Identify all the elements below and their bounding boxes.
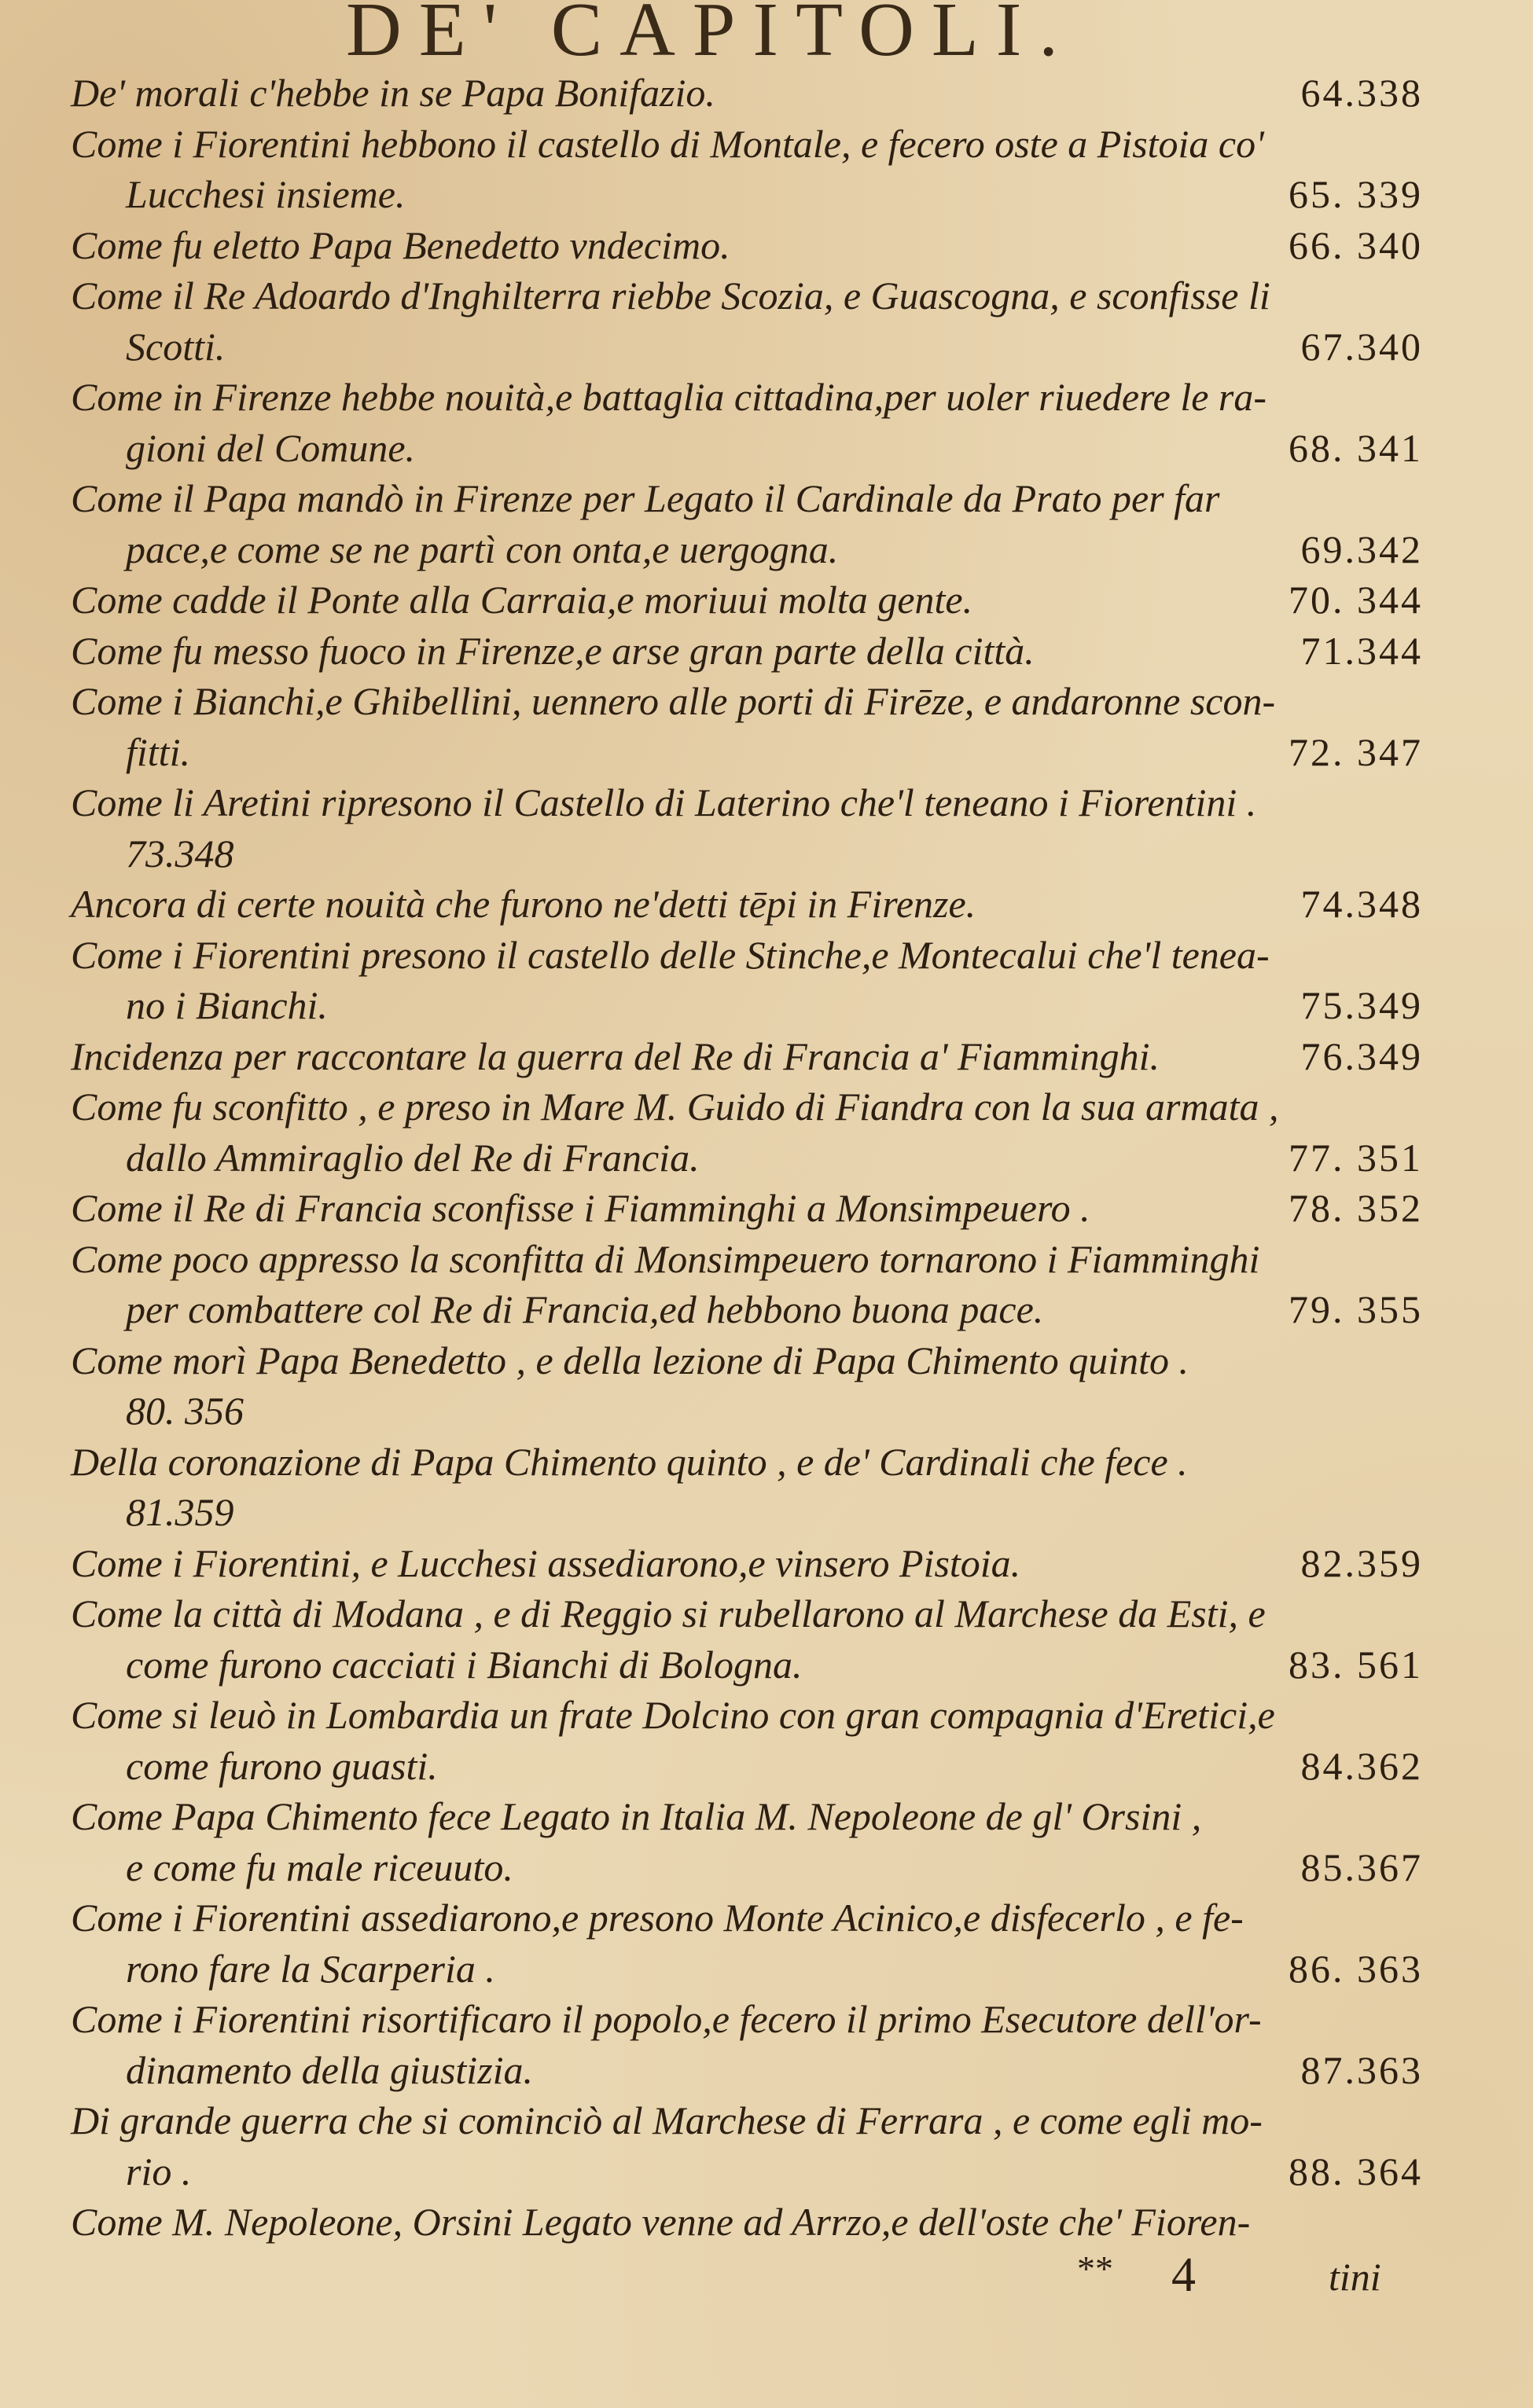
entry-text: Come Papa Chimento fece Legato in Italia M. Nepoleone de gl' Orsini , [71,1794,1202,1838]
entry-text: gioni del Comune. [126,425,416,470]
index-entry-line [71,930,1423,981]
entry-text: Scotti. [126,324,226,369]
entry-page-reference: 86. 363 [1289,1946,1423,1991]
entry-text: Come i Fiorentini, e Lucchesi assediarono,e vinsero Pistoia. [71,1540,1021,1585]
entry-text: Come i Fiorentini presono il castello delle Stinche,e Montecalui che'l tenea- [71,932,1270,977]
entry-page-reference: 67.340 [1300,324,1423,369]
entry-page-reference: 64.338 [1300,71,1423,115]
entry-page-reference: 82.359 [1300,1540,1423,1585]
entry-text: Come il Re di Francia sconfisse i Fiamminghi a Monsimpeuero . [71,1186,1090,1230]
entry-text: rio . [126,2149,192,2193]
entry-text: pace,e come se ne partì con onta,e uergogna. [126,527,839,571]
entry-text: Come la città di Modana , e di Reggio si rubellarono al Marchese da Esti, e [71,1591,1266,1635]
entry-text: Come fu eletto Papa Benedetto vndecimo. [71,222,730,267]
index-entry-line [71,676,1423,727]
entry-text: rono fare la Scarperia . [126,1946,495,1991]
entry-text: per combattere col Re di Francia,ed hebbono buona pace. [126,1287,1044,1331]
entry-page-reference: 85.367 [1300,1845,1423,1889]
index-entry-line [71,68,1423,119]
index-entry-line [71,1487,1423,1538]
index-entry-line [71,1538,1423,1589]
entry-text: De' morali c'hebbe in se Papa Bonifazio. [71,71,715,115]
page-number: 4 [1171,2248,1196,2302]
index-entry-line [71,2045,1423,2096]
index-entry-line [71,119,1423,170]
page-header-title: DE' CAPITOLI. [346,0,1075,72]
entry-text: Ancora di certe nouità che furono ne'detti tēpi in Firenze. [71,882,976,926]
index-entry-line [71,1081,1423,1132]
entry-text: dinamento della giustizia. [126,2047,534,2092]
entry-page-reference: 78. 352 [1289,1186,1423,1230]
entry-text: Come i Fiorentini risortificaro il popolo,e fecero il primo Esecutore dell'or- [71,1997,1262,2041]
index-entry-line [71,828,1423,879]
index-entry-line [71,372,1423,423]
entry-text: 81.359 [126,1490,234,1534]
entry-page-reference: 72. 347 [1289,729,1423,774]
entry-text: Della coronazione di Papa Chimento quinto , e de' Cardinali che fece . [71,1439,1188,1484]
index-entry-line [71,321,1423,373]
entry-text: come furono cacciati i Bianchi di Bologna. [126,1642,803,1687]
index-entry-line [71,1183,1423,1234]
entry-text: no i Bianchi. [126,983,328,1027]
index-entry-line [71,1234,1423,1285]
entry-page-reference: 79. 355 [1289,1287,1423,1331]
index-entry-line [71,1031,1423,1082]
index-entry-line [71,1892,1423,1944]
entry-text: Come poco appresso la sconfitta di Monsimpeuero tornarono i Fiamminghi [71,1236,1260,1281]
entry-text: Incidenza per raccontare la guerra del Re di Francia a' Fiamminghi. [71,1033,1160,1078]
entry-page-reference: 83. 561 [1289,1642,1423,1687]
catchword: tini [1329,2255,1381,2299]
entry-text: dallo Ammiraglio del Re di Francia. [126,1135,700,1180]
entry-text: Lucchesi insieme. [126,172,406,216]
entry-page-reference: 68. 341 [1289,425,1423,470]
entry-text: Come i Fiorentini hebbono il castello di Montale, e fecero oste a Pistoia co' [71,121,1264,166]
entry-page-reference: 71.344 [1300,628,1423,673]
index-entry-line [71,879,1423,930]
entry-text: e come fu male riceuuto. [126,1845,513,1889]
entry-text: Come cadde il Ponte alla Carraia,e moriuui molta gente. [71,578,973,622]
entry-text: Come li Aretini ripresono il Castello di Laterino che'l teneano i Fiorentini . [71,780,1257,824]
index-entry-line [71,1588,1423,1639]
index-entry-line [71,1741,1423,1792]
entry-page-reference: 87.363 [1300,2047,1423,2092]
index-entry-line [71,1639,1423,1690]
signature-mark: ** [1077,2248,1113,2289]
entry-page-reference: 84.362 [1300,1743,1423,1788]
entry-text: 80. 356 [126,1389,244,1433]
index-entry-line [71,2197,1423,2248]
index-entry-line [71,220,1423,271]
entry-page-reference: 75.349 [1300,983,1423,1027]
entry-text: Come i Bianchi,e Ghibellini, uennero alle porti di Firēze, e andaronne scon- [71,679,1276,723]
entry-page-reference: 70. 344 [1289,578,1423,622]
entry-text: Come fu sconfitto , e preso in Mare M. Guido di Fiandra con la sua armata , [71,1085,1279,1129]
index-entry-line [71,1994,1423,2045]
entry-page-reference: 66. 340 [1289,222,1423,267]
index-entry-line [71,1386,1423,1437]
entry-text: Come M. Nepoleone, Orsini Legato venne ad Arrzo,e dell'oste che' Fioren- [71,2200,1251,2244]
index-entry-line [71,1132,1423,1184]
index-entry-line [71,777,1423,828]
entry-text: Come fu messo fuoco in Firenze,e arse gran parte della città. [71,628,1035,673]
entry-text: Come si leuò in Lombardia un frate Dolcino con gran compagnia d'Eretici,e [71,1693,1275,1737]
entry-page-reference: 69.342 [1300,527,1423,571]
index-entry-line [71,1690,1423,1741]
index-entry-line [71,626,1423,677]
index-entry-line [71,980,1423,1031]
entry-page-reference: 74.348 [1300,882,1423,926]
index-entry-line [71,2146,1423,2197]
entry-text: Come il Re Adoardo d'Inghilterra riebbe Scozia, e Guascogna, e sconfisse li [71,273,1270,318]
index-entry-line [71,169,1423,220]
index-entry-line [71,1842,1423,1893]
entry-text: come furono guasti. [126,1743,438,1788]
index-entry-line [71,1437,1423,1488]
entry-text: Come morì Papa Benedetto , e della lezione di Papa Chimento quinto . [71,1338,1189,1382]
entry-page-reference: 77. 351 [1289,1135,1423,1180]
entry-page-reference: 65. 339 [1289,172,1423,216]
entry-text: Come in Firenze hebbe nouità,e battaglia cittadina,per uoler riuedere le ra- [71,375,1267,419]
entry-text: fitti. [126,729,190,774]
index-entry-line [71,574,1423,626]
index-entry-line [71,473,1423,524]
entry-text: Di grande guerra che si cominciò al Marchese di Ferrara , e come egli mo- [71,2098,1263,2142]
entry-text: 73.348 [126,831,234,875]
chapter-index-list [71,68,1423,2248]
index-entry-line [71,1284,1423,1335]
entry-page-reference: 88. 364 [1289,2149,1423,2193]
index-entry-line [71,1944,1423,1995]
entry-text: Come i Fiorentini assediarono,e presono Monte Acinico,e disfecerlo , e fe- [71,1896,1244,1940]
index-entry-line [71,524,1423,575]
index-entry-line [71,423,1423,474]
index-entry-line [71,2095,1423,2146]
entry-text: Come il Papa mandò in Firenze per Legato il Cardinale da Prato per far [71,476,1220,520]
index-entry-line [71,1791,1423,1842]
index-entry-line [71,1335,1423,1386]
index-entry-line [71,270,1423,321]
index-entry-line [71,727,1423,778]
entry-page-reference: 76.349 [1300,1033,1423,1078]
